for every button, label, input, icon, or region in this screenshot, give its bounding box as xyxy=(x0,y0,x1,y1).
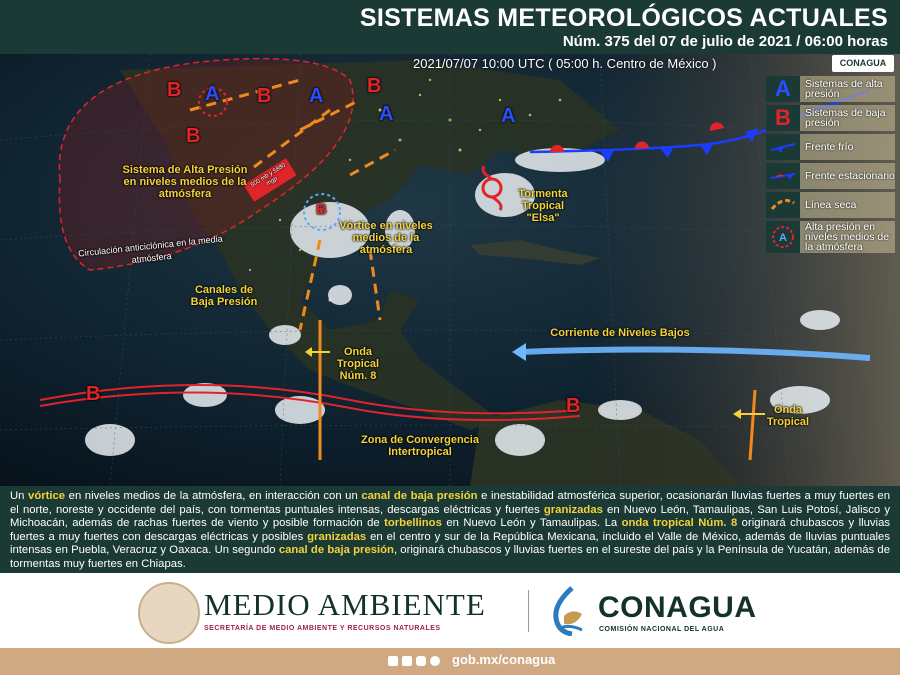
low-pressure-icon: B xyxy=(766,105,800,131)
dry-line-icon xyxy=(766,192,800,218)
legend-item-mid-level-high xyxy=(766,221,895,253)
satellite-map xyxy=(0,54,900,486)
low-pressure-symbol: B xyxy=(186,125,201,147)
website-link[interactable]: gob.mx/conagua xyxy=(452,652,556,667)
legend-item-dry-line xyxy=(766,192,895,218)
conagua-subtitle: COMISIÓN NACIONAL DEL AGUA xyxy=(599,626,725,633)
label-alta-presion-niveles-medios: Sistema de Alta Presión en niveles medios de la atmósfera xyxy=(122,164,248,200)
low-pressure-symbol: B xyxy=(367,75,382,97)
high-pressure-symbol: A xyxy=(501,105,516,127)
mexico-seal-logo xyxy=(138,582,200,644)
image-timestamp: 2021/07/07 10:00 UTC ( 05:00 h. Centro de México ) xyxy=(413,56,717,71)
semarnat-subtitle: SECRETARÍA DE MEDIO AMBIENTE Y RECURSOS NATURALES xyxy=(204,625,441,632)
conagua-badge: CONAGUA xyxy=(832,55,894,72)
label-canales-baja-presion: Canales de Baja Presión xyxy=(190,284,258,308)
label-circulacion-anticiclonica: Circulación anticiclónica en la media atmósfera xyxy=(77,233,224,266)
vortex-low-symbol: B xyxy=(316,201,327,218)
legend-label: Sistemas de alta presión xyxy=(805,78,883,100)
youtube-icon[interactable] xyxy=(430,656,440,666)
conagua-drop-logo xyxy=(550,586,588,636)
conagua-wordmark: CONAGUA xyxy=(598,591,757,624)
forecast-bulletin-text: Un vórtice en niveles medios de la atmósfera, en interacción con un canal de baja presión e inestabilidad atmosférica superior, ocasionarán lluvias fuertes a muy fuertes en el norte, noreste y occidente del país, con tormentas puntuales intensas, descargas eléctricas y fuertes granizadas en Nuevo León, Tamaulipas, San Luis Potosí, Jalisco y Michoacán, además de rachas fuertes de viento y posible formación de torbellinos en Nuevo León y Tamaulipas. La onda tropical Núm. 8 originará chubascos y lluvias fuertes a muy fuertes con descargas eléctricas y posibles granizadas en el centro y sur de la República Mexicana, incluido el Valle de México, además de lluvias puntuales intensas en Puebla, Veracruz y Oaxaca. Un segundo canal de baja presión, originará chubascos y lluvias fuertes en el sureste del país y la Península de Yucatán, además de tormentas muy fuertes en Chiapas. xyxy=(0,486,900,573)
cold-front-icon xyxy=(766,134,800,160)
label-onda-tropical: Onda Tropical xyxy=(766,404,810,428)
page-title: SISTEMAS METEOROLÓGICOS ACTUALES xyxy=(359,4,888,32)
legend-item-low-pressure xyxy=(766,105,895,131)
high-pressure-symbol: A xyxy=(309,85,324,107)
label-pressure-level-note: 500 mb y 5880 mgp xyxy=(249,162,287,189)
stationary-front-icon xyxy=(766,163,800,189)
high-pressure-icon: A xyxy=(766,76,800,102)
legend-item-stationary-front xyxy=(766,163,895,189)
legend-label: Frente estacionario xyxy=(805,170,895,182)
label-tormenta-elsa: Tormenta Tropical "Elsa" xyxy=(518,188,568,224)
itcz-low-symbol-west: B xyxy=(86,383,101,405)
logo-divider xyxy=(528,590,529,632)
legend-label: Alta presión en niveles medios de la atmósfera xyxy=(805,221,890,253)
label-vortice: Vórtice en niveles medios de la atmósfera xyxy=(339,220,433,256)
header-bar xyxy=(0,0,900,54)
high-pressure-symbol: A xyxy=(379,103,394,125)
itcz-low-symbol-east: B xyxy=(566,395,581,417)
legend-label: Línea seca xyxy=(805,199,857,211)
legend-label: Frente frío xyxy=(805,141,854,153)
instagram-icon[interactable] xyxy=(416,656,426,666)
facebook-icon[interactable] xyxy=(388,656,398,666)
mid-level-high-icon xyxy=(766,221,800,253)
medio-ambiente-wordmark: MEDIO AMBIENTE xyxy=(204,587,486,622)
low-pressure-symbol: B xyxy=(167,79,182,101)
map-legend xyxy=(766,76,895,256)
label-onda-tropical-8: Onda Tropical Núm. 8 xyxy=(336,346,380,382)
legend-label: Sistemas de baja presión xyxy=(805,107,886,129)
bottom-bar xyxy=(0,648,900,675)
low-pressure-symbol: B xyxy=(257,85,272,107)
legend-item-cold-front xyxy=(766,134,895,160)
twitter-icon[interactable] xyxy=(402,656,412,666)
bulletin-number-date: Núm. 375 del 07 de julio de 2021 / 06:00 horas xyxy=(562,33,888,50)
svg-text:A: A xyxy=(779,232,787,244)
label-corriente-niveles-bajos: Corriente de Niveles Bajos xyxy=(550,327,690,339)
legend-item-high-pressure xyxy=(766,76,895,102)
label-zona-convergencia: Zona de Convergencia Intertropical xyxy=(361,434,479,458)
high-pressure-symbol: A xyxy=(205,83,220,105)
